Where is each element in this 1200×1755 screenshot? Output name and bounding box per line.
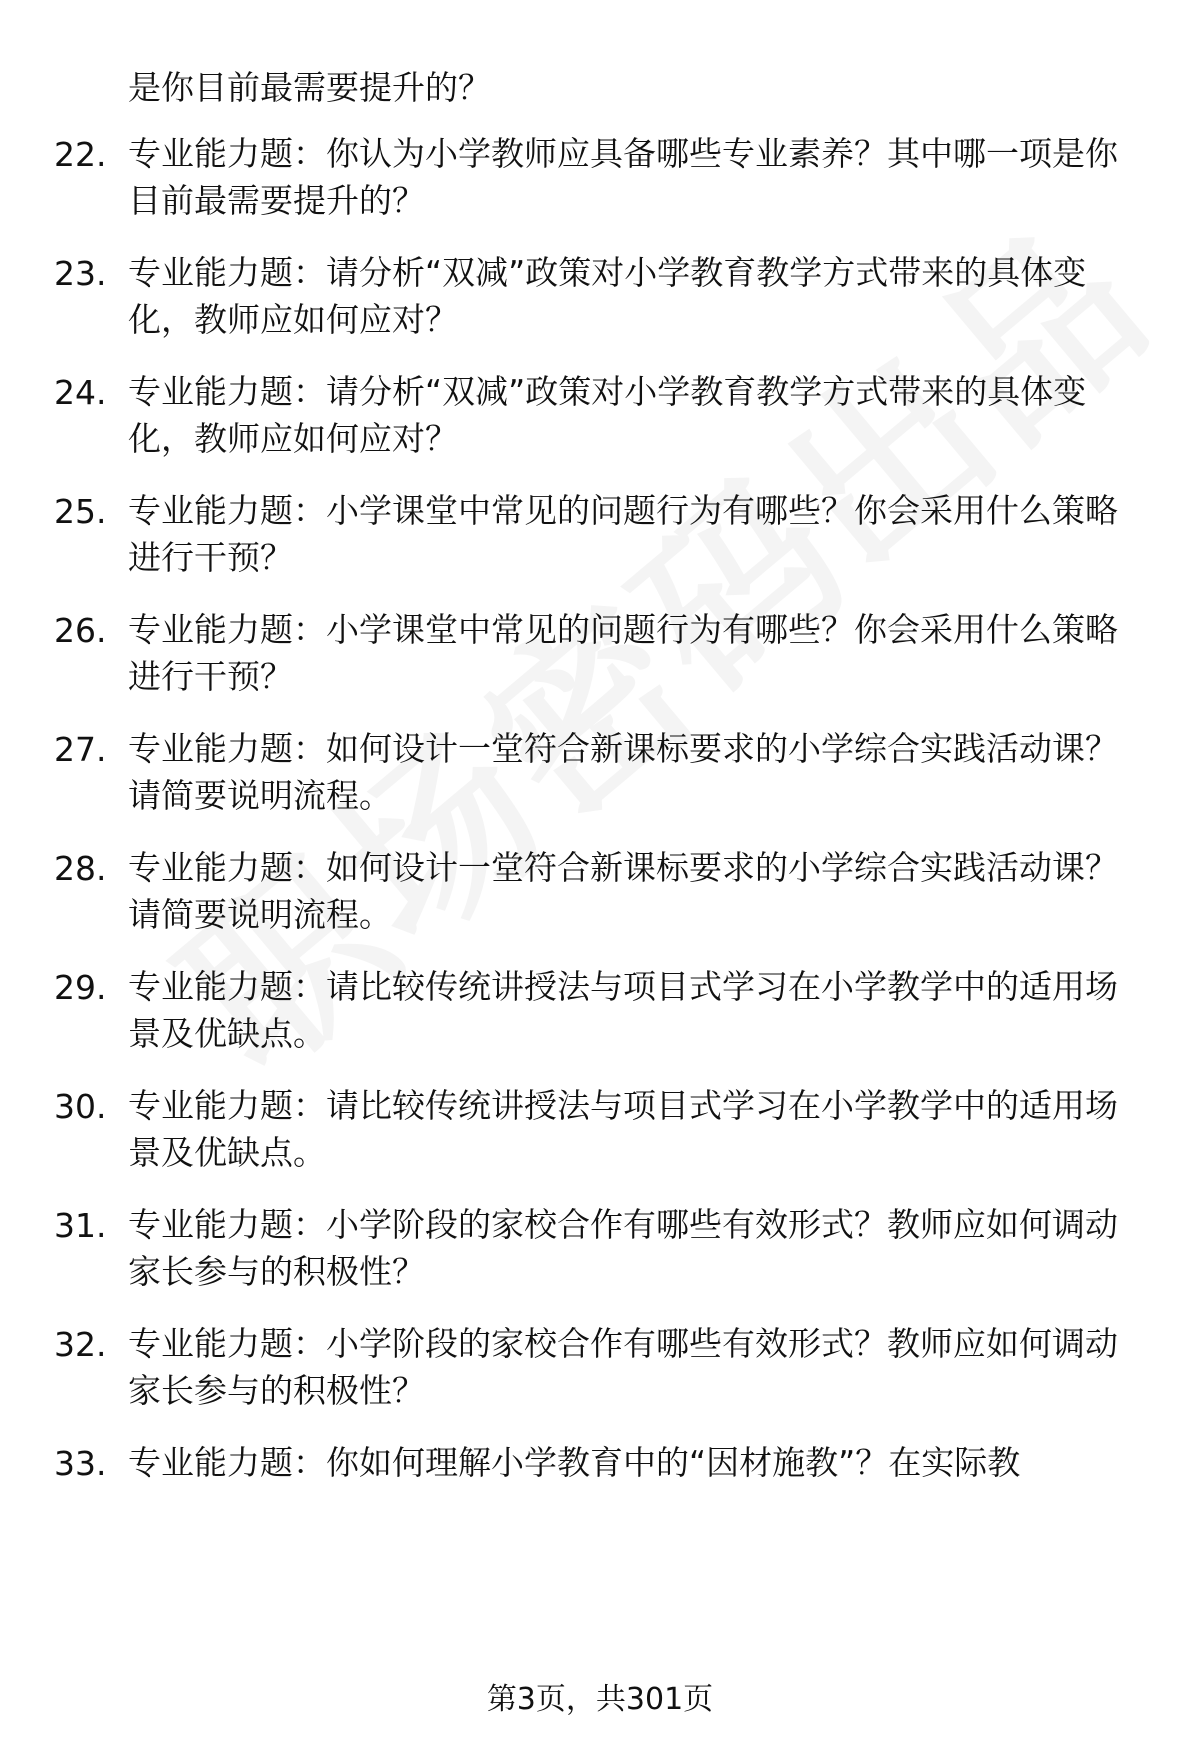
question-number: 23. [54,254,107,293]
question-number: 26. [54,611,107,650]
question-number: 22. [54,135,107,174]
question-text: 专业能力题：你如何理解小学教育中的“因材施教”？在实际教 [128,1443,1021,1482]
question-text: 专业能力题：请比较传统讲授法与项目式学习在小学教学中的适用场景及优缺点。 [128,1086,1118,1172]
continued-question-text: 是你目前最需要提升的？ [128,68,491,107]
question-text: 专业能力题：小学阶段的家校合作有哪些有效形式？教师应如何调动家长参与的积极性？ [128,1205,1118,1291]
question-number: 32. [54,1325,107,1364]
question-number: 31. [54,1206,107,1245]
question-text: 专业能力题：如何设计一堂符合新课标要求的小学综合实践活动课？请简要说明流程。 [128,848,1118,934]
question-number: 29. [54,968,107,1007]
question-text: 专业能力题：小学课堂中常见的问题行为有哪些？你会采用什么策略进行干预？ [128,610,1118,696]
question-number: 28. [54,849,107,888]
page-footer: 第3页，共301页 [486,1682,714,1717]
question-number: 33. [54,1444,107,1483]
question-text: 专业能力题：小学阶段的家校合作有哪些有效形式？教师应如何调动家长参与的积极性？ [128,1324,1118,1410]
question-text: 专业能力题：请分析“双减”政策对小学教育教学方式带来的具体变化，教师应如何应对？ [128,253,1087,339]
question-number: 30. [54,1087,107,1126]
question-number: 27. [54,730,107,769]
question-number: 24. [54,373,107,412]
question-text: 专业能力题：请分析“双减”政策对小学教育教学方式带来的具体变化，教师应如何应对？ [128,372,1087,458]
question-number: 25. [54,492,107,531]
question-text: 专业能力题：如何设计一堂符合新课标要求的小学综合实践活动课？请简要说明流程。 [128,729,1118,815]
question-text: 专业能力题：小学课堂中常见的问题行为有哪些？你会采用什么策略进行干预？ [128,491,1118,577]
question-text: 专业能力题：你认为小学教师应具备哪些专业素养？其中哪一项是你目前最需要提升的？ [128,134,1118,220]
question-text: 专业能力题：请比较传统讲授法与项目式学习在小学教学中的适用场景及优缺点。 [128,967,1118,1053]
